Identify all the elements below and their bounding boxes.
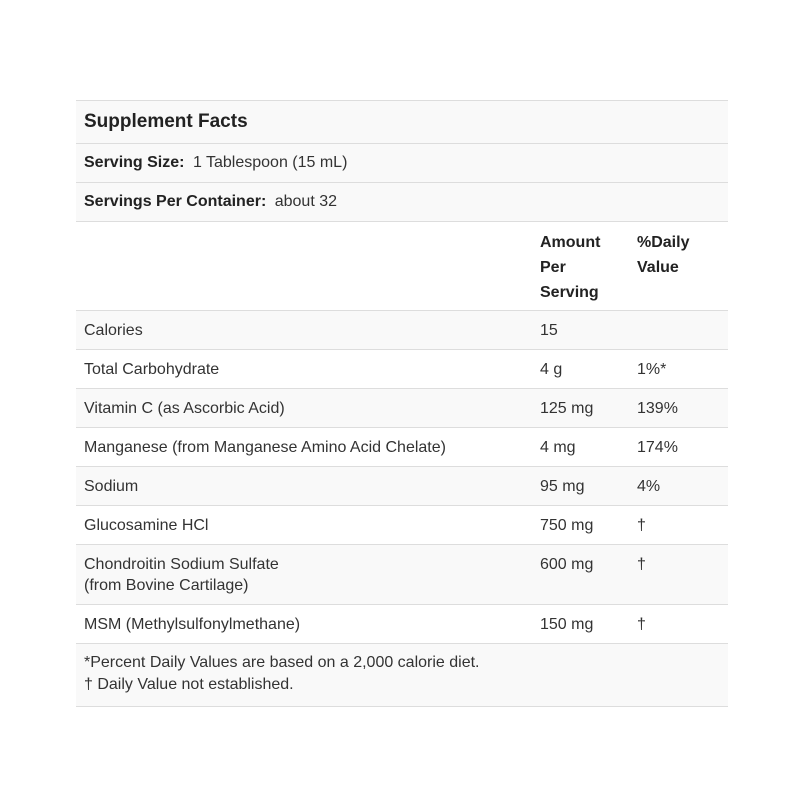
nutrient-amount: 95 mg [532, 467, 629, 506]
nutrient-daily-value: † [629, 506, 728, 545]
nutrient-name: Total Carbohydrate [76, 350, 532, 389]
nutrient-amount: 125 mg [532, 389, 629, 428]
footnote-row [76, 644, 728, 707]
nutrient-daily-value [629, 311, 728, 350]
servings-per-container-value: about 32 [274, 193, 338, 210]
header-blank [76, 222, 532, 311]
nutrient-amount: 15 [532, 311, 629, 350]
table-row [76, 428, 728, 467]
nutrient-name: Glucosamine HCl [76, 506, 532, 545]
table-row [76, 545, 728, 605]
nutrient-name: Calories [76, 311, 532, 350]
servings-per-container-label: Servings Per Container: [84, 193, 267, 210]
table-row [76, 467, 728, 506]
nutrient-amount: 150 mg [532, 605, 629, 644]
serving-size-value: 1 Tablespoon (15 mL) [192, 154, 348, 171]
nutrient-name: Sodium [76, 467, 532, 506]
header-amount: Amount Per Serving [532, 222, 629, 311]
column-header-row [76, 222, 728, 311]
serving-size-label: Serving Size: [84, 154, 185, 171]
nutrient-amount: 4 mg [532, 428, 629, 467]
nutrient-amount: 600 mg [532, 545, 629, 605]
nutrient-daily-value: 174% [629, 428, 728, 467]
nutrient-name: Vitamin C (as Ascorbic Acid) [76, 389, 532, 428]
nutrient-daily-value: 4% [629, 467, 728, 506]
nutrient-daily-value: 139% [629, 389, 728, 428]
table-title: Supplement Facts [76, 101, 728, 144]
table-row [76, 605, 728, 644]
nutrient-amount: 750 mg [532, 506, 629, 545]
serving-size-row [76, 144, 728, 183]
nutrient-daily-value: † [629, 605, 728, 644]
footnote: † Daily Value not established. [84, 676, 294, 693]
footnote: *Percent Daily Values are based on a 2,000 calorie diet. [84, 654, 480, 671]
nutrient-amount: 4 g [532, 350, 629, 389]
servings-per-container-row [76, 183, 728, 222]
table-row [76, 311, 728, 350]
table-row [76, 506, 728, 545]
nutrient-name: Manganese (from Manganese Amino Acid Chelate) [76, 428, 532, 467]
nutrient-daily-value: † [629, 545, 728, 605]
header-daily-value: %Daily Value [629, 222, 728, 311]
table-row [76, 389, 728, 428]
nutrient-daily-value: 1%* [629, 350, 728, 389]
supplement-facts-table [76, 100, 728, 707]
title-row [76, 101, 728, 144]
nutrient-name: MSM (Methylsulfonylmethane) [76, 605, 532, 644]
nutrient-name: Chondroitin Sodium Sulfate (from Bovine Cartilage) [76, 545, 532, 605]
table-row [76, 350, 728, 389]
